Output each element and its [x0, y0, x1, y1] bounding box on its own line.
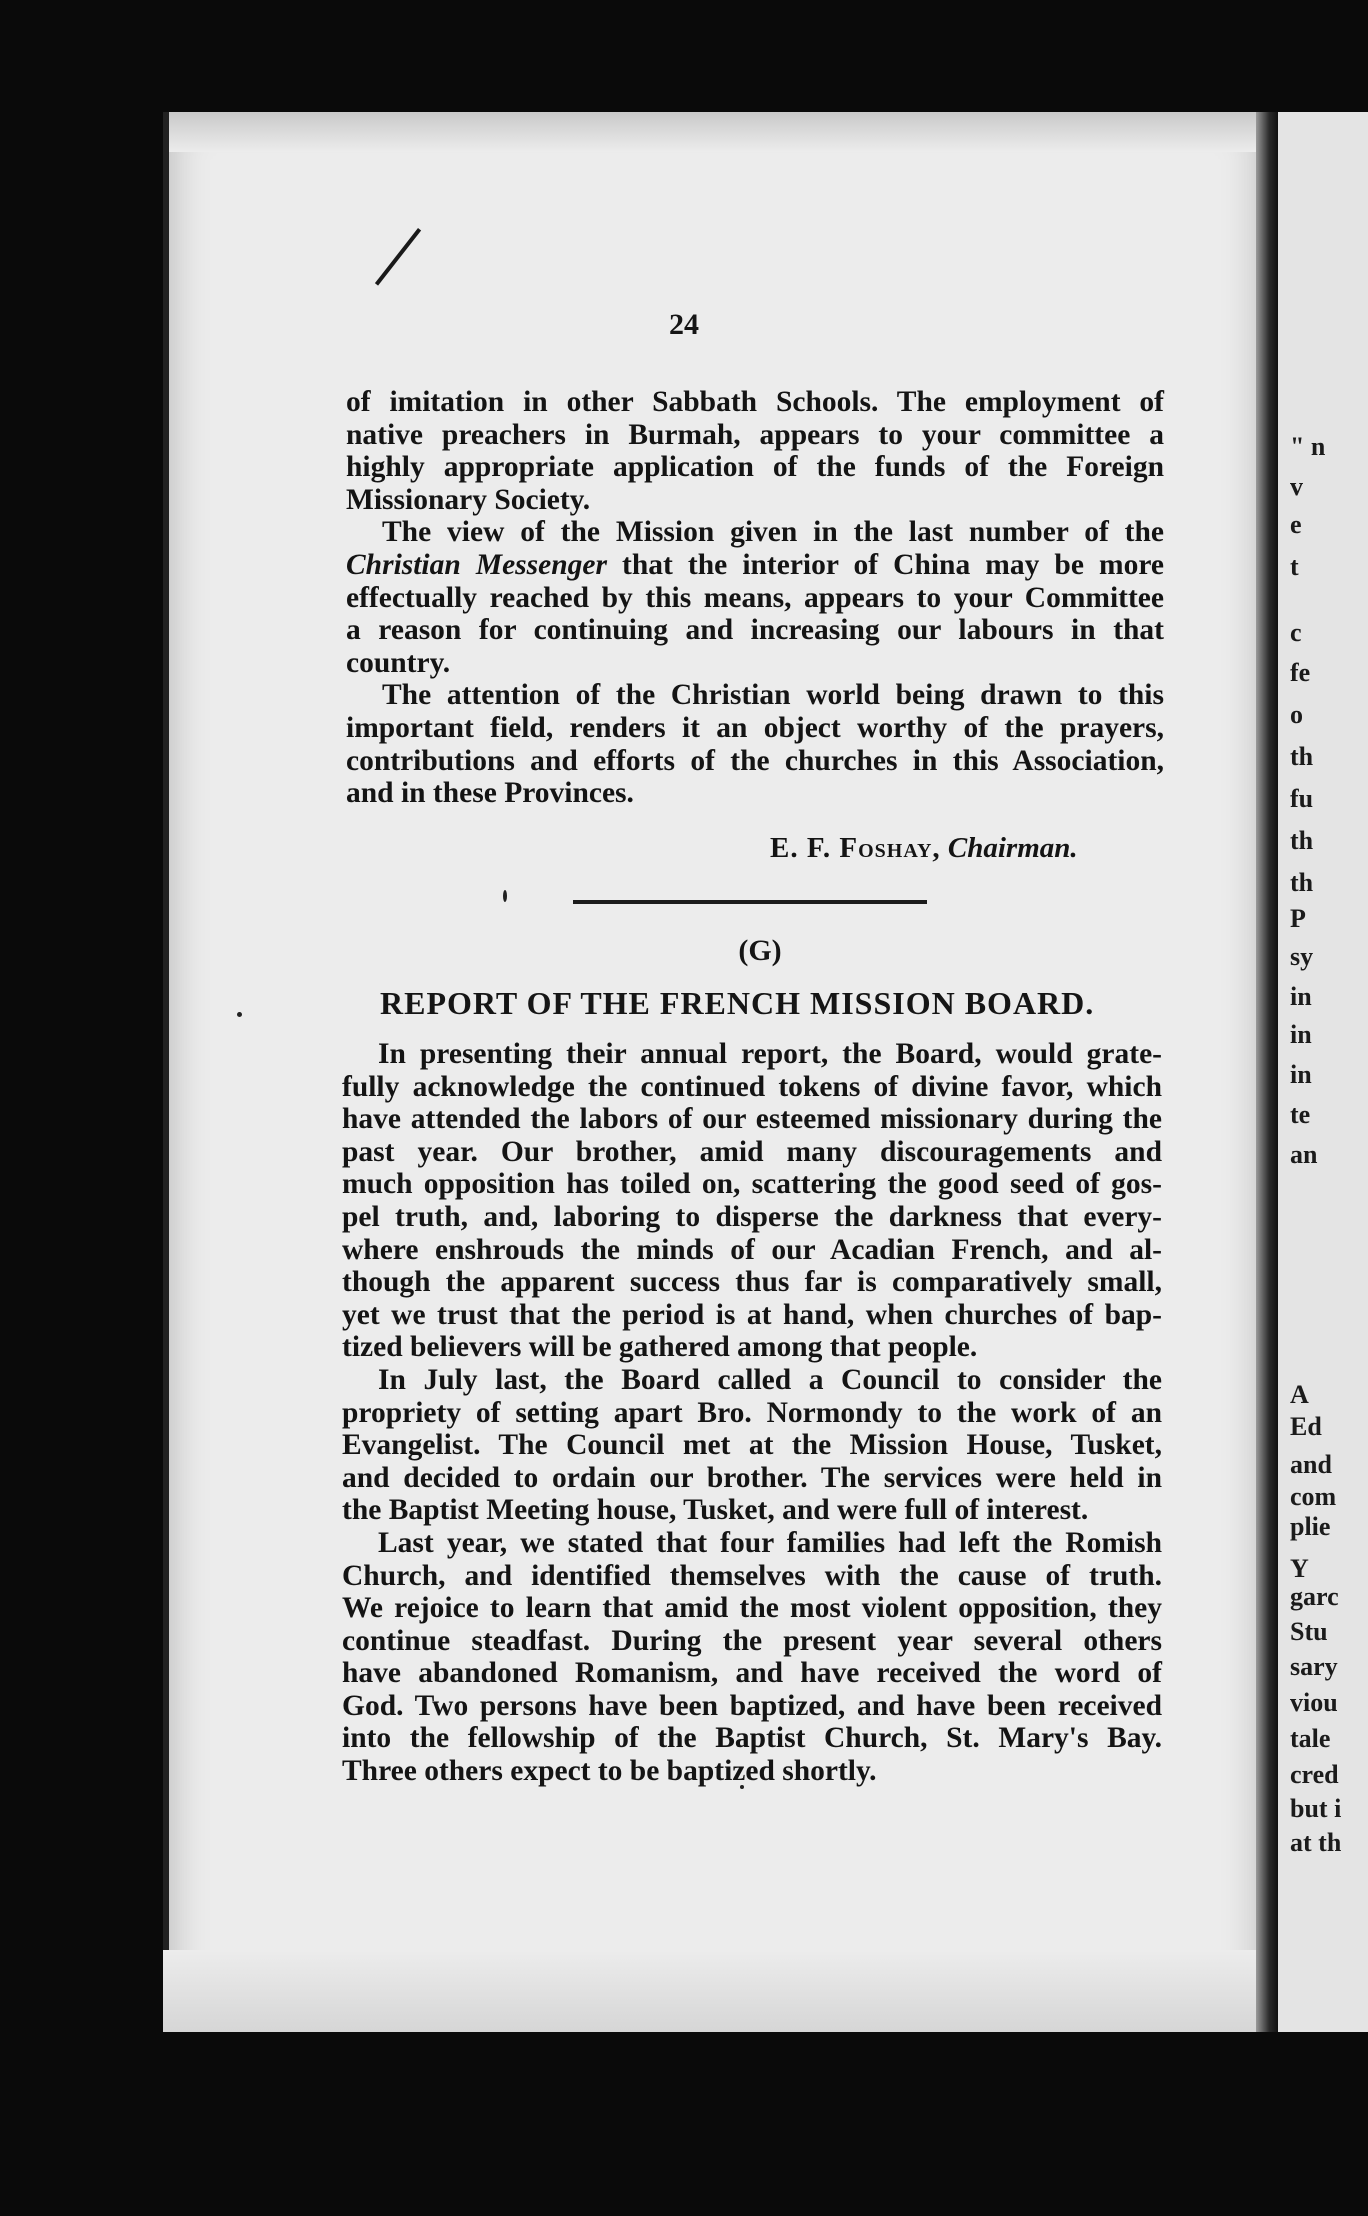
text-line: Evangelist. The Council met at the Mission House, Tusket,	[342, 1429, 1162, 1462]
text-line: have attended the labors of our esteemed missionary during the	[342, 1103, 1162, 1136]
adjacent-page-text-fragment: and	[1290, 1450, 1332, 1479]
text-line: We rejoice to learn that amid the most violent opposition, they	[342, 1592, 1162, 1625]
adjacent-page-text-fragment: cred	[1290, 1760, 1339, 1789]
adjacent-page-text-fragment: o	[1290, 700, 1303, 729]
adjacent-page-text-fragment: but i	[1290, 1794, 1342, 1823]
adjacent-page-text-fragment: in	[1290, 982, 1312, 1011]
signature	[770, 832, 1078, 865]
body-text-bottom	[342, 1038, 1162, 1788]
adjacent-page-text-fragment: viou	[1290, 1688, 1338, 1717]
adjacent-page-text-fragment: v	[1290, 472, 1303, 501]
adjacent-page-text-fragment: in	[1290, 1020, 1312, 1049]
ink-speck	[237, 1012, 242, 1017]
text-line: tized believers will be gathered among that people.	[342, 1331, 978, 1364]
page-bottom-shade	[163, 1950, 1256, 2032]
text-line: The view of the Mission given in the last number of the	[382, 516, 1164, 549]
adjacent-page-text-fragment: A	[1290, 1380, 1309, 1409]
text-line: In presenting their annual report, the Board, would grate-	[378, 1038, 1162, 1070]
text-line: In July last, the Board called a Council to consider the	[378, 1363, 1162, 1396]
text-line: Last year, we stated that four families had left the Romish	[378, 1526, 1162, 1559]
body-text-top	[346, 386, 1164, 810]
text-line: and decided to ordain our brother. The services were held in	[342, 1461, 1162, 1494]
text-line: highly appropriate application of the funds of the Foreign	[346, 451, 1164, 484]
adjacent-page-text-fragment: fe	[1290, 658, 1311, 687]
text-line: fully acknowledge the continued tokens of divine favor, which	[342, 1070, 1162, 1103]
adjacent-page-text-fragment: Ed	[1290, 1412, 1322, 1441]
text-line: have abandoned Romanism, and have received the word of	[342, 1657, 1162, 1690]
adjacent-page-text-fragment: in	[1290, 1060, 1312, 1089]
adjacent-page-text-fragment: c	[1290, 618, 1302, 647]
text-line: of imitation in other Sabbath Schools. The employment of	[346, 386, 1164, 418]
text-line: continue steadfast. During the present year several others	[342, 1624, 1162, 1657]
adjacent-page-text-fragment: com	[1290, 1482, 1337, 1511]
text-line: much opposition has toiled on, scattering the good seed of gos-	[342, 1168, 1162, 1201]
adjacent-page-text-fragment: an	[1290, 1140, 1318, 1169]
adjacent-page-text-fragment: th	[1290, 742, 1314, 771]
adjacent-page-text-fragment: th	[1290, 826, 1314, 855]
text-line: Three others expect to be baptized shortly.	[342, 1755, 877, 1788]
text-line: pel truth, and, laboring to disperse the darkness that every-	[342, 1200, 1162, 1233]
adjacent-page-text-fragment: fu	[1290, 784, 1314, 813]
italic-title: Christian Messenger	[346, 548, 607, 581]
signature-name: E. F. Foshay,	[770, 832, 941, 864]
text-line: propriety of setting apart Bro. Normondy to the work of an	[342, 1396, 1162, 1429]
text-line: the Baptist Meeting house, Tusket, and were full of interest.	[342, 1494, 1089, 1527]
text-line: into the fellowship of the Baptist Church, St. Mary's Bay.	[342, 1722, 1162, 1755]
text-line: Church, and identified themselves with the cause of truth.	[342, 1559, 1162, 1592]
adjacent-page-text-fragment: P	[1290, 904, 1306, 933]
text-line: God. Two persons have been baptized, and have been received	[342, 1689, 1162, 1722]
page-shadow	[169, 112, 1262, 152]
ink-speck	[503, 890, 507, 902]
adjacent-page-text-fragment: at th	[1290, 1828, 1342, 1857]
text-line: country.	[346, 646, 451, 679]
adjacent-page-text-fragment: Y	[1290, 1554, 1309, 1583]
text-line: contributions and efforts of the churches in this Association,	[346, 744, 1164, 777]
adjacent-page-text-fragment: plie	[1290, 1512, 1331, 1541]
section-heading: REPORT OF THE FRENCH MISSION BOARD.	[380, 985, 1095, 1021]
page-number: 24	[669, 308, 699, 341]
text-line: The attention of the Christian world being drawn to this	[382, 679, 1164, 712]
text-line: though the apparent success thus far is comparatively small,	[342, 1266, 1162, 1299]
text-line: native preachers in Burmah, appears to your committee a	[346, 418, 1164, 451]
adjacent-page-text-fragment: th	[1290, 868, 1314, 897]
adjacent-page-text-fragment: te	[1290, 1100, 1311, 1129]
text-line: past year. Our brother, amid many discouragements and	[342, 1135, 1162, 1168]
adjacent-page-text-fragment: " n	[1290, 432, 1326, 461]
adjacent-page-text-fragment: e	[1290, 510, 1302, 539]
adjacent-page-text-fragment: Stu	[1290, 1617, 1328, 1646]
text-line: important field, renders it an object worthy of the prayers,	[346, 711, 1164, 744]
adjacent-page-edge	[1278, 112, 1368, 2032]
adjacent-page-text-fragment: sy	[1290, 942, 1314, 971]
text-line: effectually reached by this means, appears to your Committee	[346, 581, 1164, 614]
text-line: yet we trust that the period is at hand, when churches of bap-	[342, 1298, 1162, 1331]
signature-role: Chairman.	[947, 832, 1078, 864]
adjacent-page-text-fragment: tale	[1290, 1724, 1331, 1753]
book-gutter	[1256, 112, 1278, 2032]
adjacent-page-text-fragment: sary	[1290, 1652, 1338, 1681]
section-letter: (G)	[738, 934, 782, 967]
text-line: and in these Provinces.	[346, 777, 634, 810]
text-line: a reason for continuing and increasing our labours in that	[346, 614, 1164, 647]
section-divider	[573, 900, 927, 904]
text-line: Christian Messenger that the interior of China may be more	[346, 548, 1164, 581]
adjacent-page-text-fragment: garc	[1290, 1582, 1339, 1611]
text-line: where enshrouds the minds of our Acadian French, and al-	[342, 1233, 1162, 1266]
text-line: Missionary Society.	[346, 483, 591, 516]
adjacent-page-text-fragment: t	[1290, 552, 1299, 581]
